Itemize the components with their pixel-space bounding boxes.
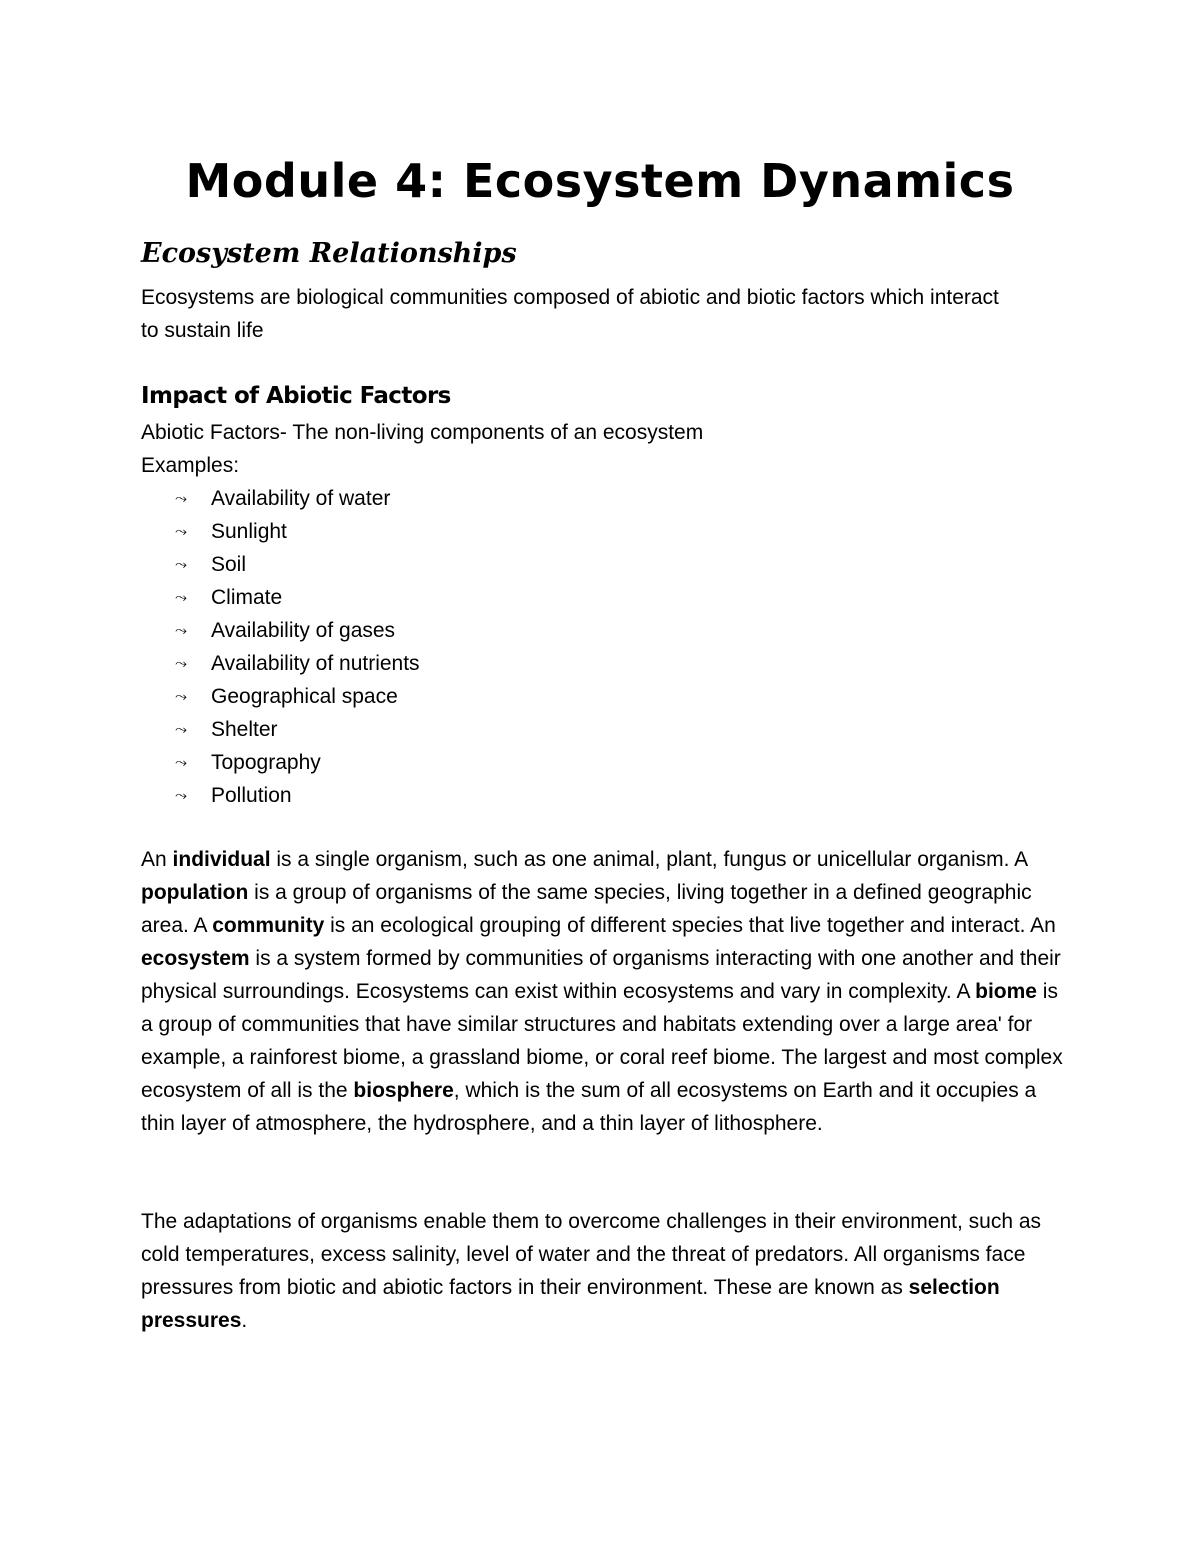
squiggle-arrow-icon: ⤳: [175, 654, 188, 672]
text-span: is an ecological grouping of different species that live together and interact. An: [324, 914, 1056, 937]
adaptations-paragraph: [141, 1205, 1071, 1337]
squiggle-arrow-icon: ⤳: [175, 555, 188, 573]
squiggle-arrow-icon: ⤳: [175, 489, 188, 507]
term-ecosystem: ecosystem: [141, 947, 250, 970]
text-span: An: [141, 848, 173, 871]
list-item-label: Topography: [211, 751, 321, 774]
text-span: is a single organism, such as one animal, plant, fungus or unicellular organism. A: [270, 848, 1027, 871]
list-item-label: Sunlight: [211, 520, 287, 543]
text-span: .: [241, 1309, 248, 1332]
list-item: [141, 680, 420, 713]
term-community: community: [212, 914, 325, 937]
list-item-label: Availability of nutrients: [211, 652, 420, 675]
term-biosphere: biosphere: [353, 1079, 454, 1102]
list-item-label: Geographical space: [211, 685, 398, 708]
term-biome: biome: [975, 980, 1037, 1003]
list-item-label: Availability of gases: [211, 619, 396, 642]
list-item-label: Pollution: [211, 784, 292, 807]
text-span: is a group of organisms of the same species, living together in a defined geographic area. A: [141, 881, 1032, 937]
text-span: The adaptations of organisms enable them to overcome challenges in their environment, such as cold temperatures, excess salinity, level of water and the threat of predators. All organisms face pressures from biotic and abiotic factors in their environment. These are known as: [141, 1210, 1042, 1299]
list-item: [141, 647, 420, 680]
squiggle-arrow-icon: ⤳: [175, 786, 188, 804]
text-span: is a system formed by communities of organisms interacting with one another and their physical surroundings. Ecosystems can exist within ecosystems and vary in complexity. A: [141, 947, 1061, 1003]
squiggle-arrow-icon: ⤳: [175, 522, 188, 540]
list-item: [141, 713, 420, 746]
list-item: [141, 515, 420, 548]
examples-list: [141, 482, 420, 812]
squiggle-arrow-icon: ⤳: [175, 588, 188, 606]
list-item: [141, 746, 420, 779]
list-item: [141, 581, 420, 614]
abiotic-definition: Abiotic Factors- The non-living components of an ecosystem: [141, 421, 704, 444]
squiggle-arrow-icon: ⤳: [175, 621, 188, 639]
intro-paragraph: Ecosystems are biological communities composed of abiotic and biotic factors which interact to sustain life: [141, 286, 999, 342]
list-item-label: Availability of water: [211, 487, 391, 510]
squiggle-arrow-icon: ⤳: [175, 687, 188, 705]
list-item: [141, 779, 420, 812]
list-item: [141, 548, 420, 581]
term-individual: individual: [172, 848, 271, 871]
term-population: population: [141, 881, 249, 904]
list-item-label: Climate: [211, 586, 283, 609]
list-item-label: Shelter: [211, 718, 278, 741]
examples-label: Examples:: [141, 454, 240, 477]
list-item-label: Soil: [211, 553, 247, 576]
squiggle-arrow-icon: ⤳: [175, 753, 188, 771]
text-span: is a group of communities that have similar structures and habitats extending over a large area' for example, a rainforest biome, a grassland biome, or coral reef biome. The largest and most complex ecosystem of all is the: [141, 980, 1063, 1102]
term-selection-pressures: selection pressures: [141, 1276, 1000, 1332]
section-subtitle: Ecosystem Relationships: [141, 238, 517, 269]
text-span: , which is the sum of all ecosystems on Earth and it occupies a thin layer of atmosphere, the hydrosphere, and a thin layer of lithosphere.: [141, 1079, 1037, 1135]
levels-of-organization-paragraph: [141, 843, 1071, 1140]
list-item: [141, 614, 420, 647]
abiotic-heading: Impact of Abiotic Factors: [141, 383, 451, 409]
page-title: Module 4: Ecosystem Dynamics: [185, 154, 1015, 208]
squiggle-arrow-icon: ⤳: [175, 720, 188, 738]
list-item: [141, 482, 420, 515]
